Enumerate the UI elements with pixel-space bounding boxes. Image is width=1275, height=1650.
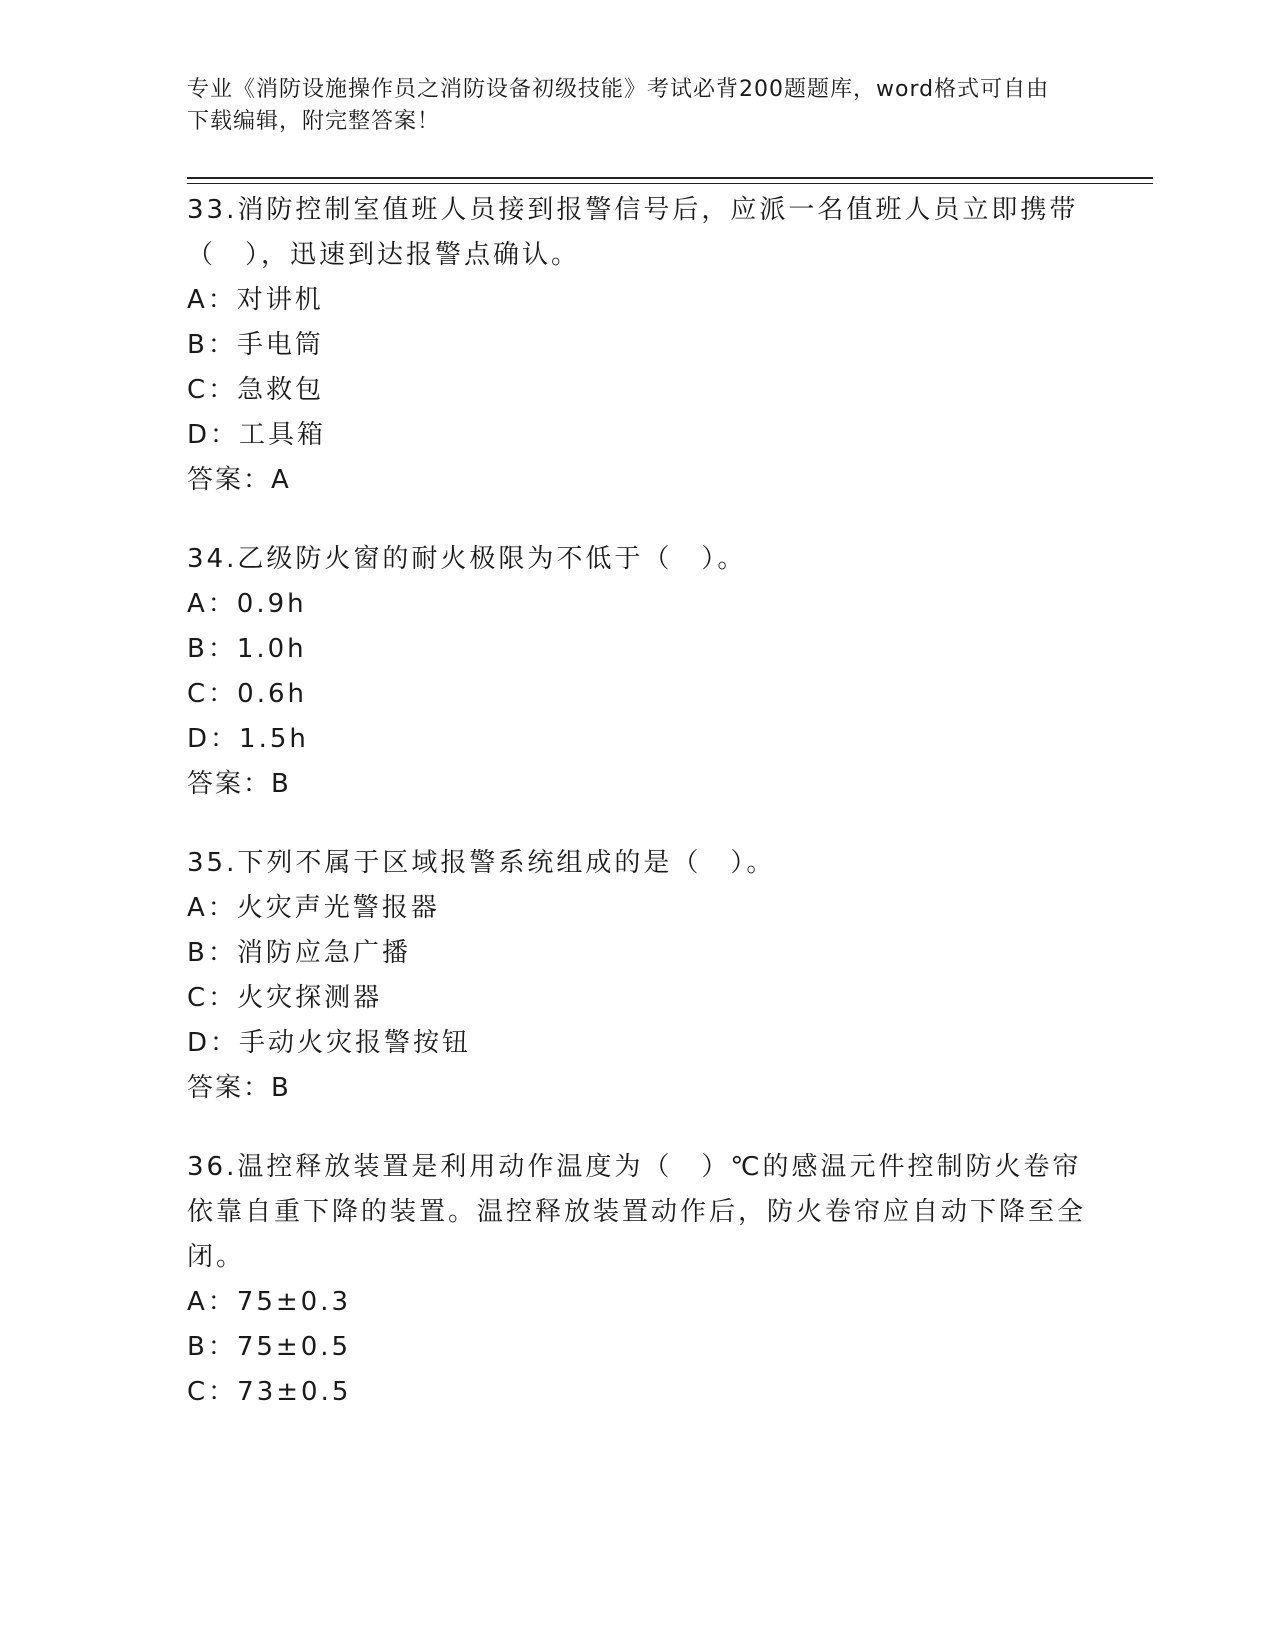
option-d: D：手动火灾报警按钮 — [187, 1028, 472, 1058]
header-divider-thick — [187, 177, 1153, 179]
question-36 — [187, 1145, 1087, 1415]
option-b: B：75±0.5 — [187, 1332, 352, 1362]
option-d: D：1.5h — [187, 724, 309, 754]
question-stem: 35.下列不属于区域报警系统组成的是（ ）。 — [187, 848, 776, 878]
answer-line — [187, 762, 1087, 807]
answer-value: A — [271, 465, 289, 495]
option-d: D：工具箱 — [187, 420, 327, 450]
question-34 — [187, 537, 1087, 807]
answer-value: B — [271, 1073, 289, 1103]
question-stem: 34.乙级防火窗的耐火极限为不低于（ ）。 — [187, 544, 747, 574]
question-35 — [187, 841, 1087, 1111]
answer-line — [187, 1066, 1087, 1111]
option-a: A：0.9h — [187, 589, 307, 619]
option-c: C：火灾探测器 — [187, 983, 383, 1013]
option-b: B：手电筒 — [187, 330, 324, 360]
option-c: C：0.6h — [187, 679, 307, 709]
answer-label: 答案： — [187, 769, 272, 799]
option-a: A：75±0.3 — [187, 1287, 352, 1317]
answer-value: B — [271, 769, 289, 799]
question-33 — [187, 188, 1087, 503]
question-stem: 36.温控释放装置是利用动作温度为（ ）℃的感温元件控制防火卷帘依靠自重下降的装置。温控释放装置动作后，防火卷帘应自动下降至全闭。 — [187, 1152, 1087, 1272]
document-header: 专业《消防设施操作员之消防设备初级技能》考试必背200题题库，word格式可自由下载编辑，附完整答案！ — [187, 77, 1050, 134]
option-c: C：急救包 — [187, 375, 325, 405]
answer-label: 答案： — [187, 1073, 272, 1103]
option-c: C：73±0.5 — [187, 1377, 352, 1407]
answer-line — [187, 458, 1087, 503]
option-a: A：火灾声光警报器 — [187, 893, 440, 923]
question-stem: 33.消防控制室值班人员接到报警信号后，应派一名值班人员立即携带（ ），迅速到达报警点确认。 — [187, 195, 1079, 270]
option-a: A：对讲机 — [187, 285, 324, 315]
answer-label: 答案： — [187, 465, 272, 495]
header-divider-thin — [187, 183, 1153, 184]
option-b: B：消防应急广播 — [187, 938, 411, 968]
option-b: B：1.0h — [187, 634, 307, 664]
question-list — [187, 188, 1087, 1449]
